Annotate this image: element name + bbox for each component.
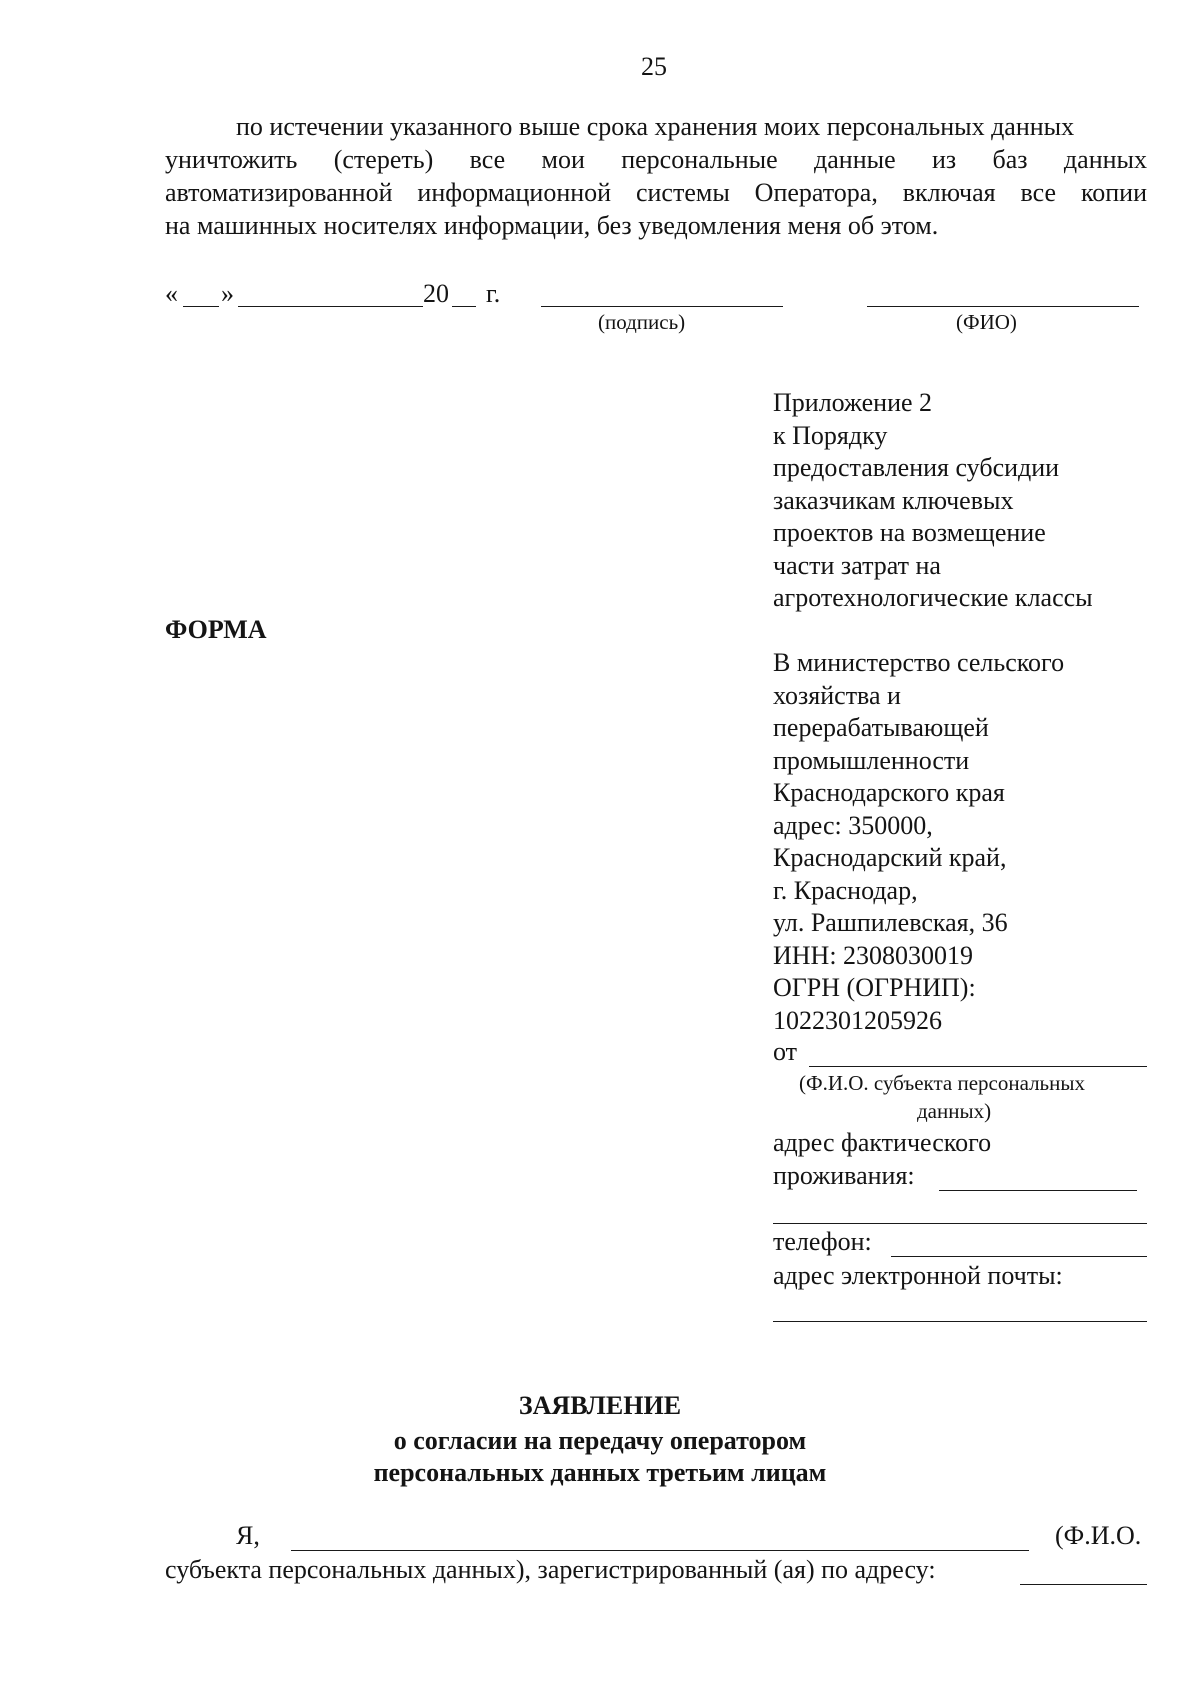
- email-blank[interactable]: [773, 1321, 1147, 1322]
- signature-blank[interactable]: [541, 306, 783, 307]
- year-suffix: г.: [486, 279, 501, 308]
- annex-line: заказчикам ключевых: [773, 485, 1014, 515]
- from-blank[interactable]: [809, 1066, 1147, 1067]
- addressee-line: ИНН: 2308030019: [773, 940, 974, 970]
- year-prefix: 20: [423, 279, 449, 308]
- month-blank[interactable]: [238, 306, 423, 307]
- signature-caption: (подпись): [598, 310, 686, 334]
- statement-line-2: субъекта персональных данных), зарегистрированный (ая) по адресу:: [165, 1555, 936, 1584]
- paragraph-line-4: на машинных носителях информации, без уведомления меня об этом.: [165, 211, 939, 240]
- address-blank-2[interactable]: [773, 1223, 1147, 1224]
- addressee-line: перерабатывающей: [773, 713, 989, 742]
- subject-caption-line-2: данных): [917, 1099, 992, 1123]
- addressee-block: [773, 647, 1064, 1037]
- registration-address-blank[interactable]: [1020, 1584, 1147, 1585]
- paragraph-line-3: автоматизированной информационной системы Оператора, включая все копии: [165, 178, 1147, 207]
- form-label: ФОРМА: [165, 615, 267, 644]
- address-label-line-1: адрес фактического: [773, 1128, 992, 1157]
- paragraph-line-1: по истечении указанного выше срока хранения моих персональных данных: [236, 112, 1075, 141]
- addressee-line: Краснодарский край,: [773, 843, 1007, 872]
- annex-line: проектов на возмещение: [773, 518, 1046, 547]
- addressee-line: Краснодарского края: [773, 778, 1005, 807]
- addressee-line: промышленности: [773, 745, 970, 775]
- statement-start: Я,: [236, 1521, 260, 1550]
- addressee-line: г. Краснодар,: [773, 875, 918, 905]
- subject-caption-line-1: (Ф.И.О. субъекта персональных: [799, 1071, 1085, 1095]
- addressee-line: хозяйства и: [773, 680, 901, 710]
- date-close-quote: »: [221, 279, 234, 308]
- fio-blank[interactable]: [867, 306, 1139, 307]
- address-blank-1[interactable]: [939, 1190, 1137, 1191]
- annex-line: части затрат на: [773, 550, 941, 580]
- document-subtitle-line-1: о согласии на передачу оператором: [393, 1426, 807, 1455]
- document-subtitle-line-2: персональных данных третьим лицам: [373, 1458, 827, 1487]
- day-blank[interactable]: [183, 306, 219, 307]
- paragraph-line-2: уничтожить (стереть) все мои персональные данные из баз данных: [165, 145, 1147, 174]
- statement-fio-suffix: (Ф.И.О.: [1055, 1521, 1142, 1550]
- annex-line: агротехнологические классы: [773, 583, 1093, 612]
- annex-line: предоставления субсидии: [773, 453, 1060, 482]
- annex-block: [773, 387, 1093, 615]
- year-blank[interactable]: [452, 306, 476, 307]
- annex-line: Приложение 2: [773, 388, 933, 417]
- email-label: адрес электронной почты:: [773, 1261, 1063, 1290]
- annex-line: к Порядку: [773, 420, 888, 450]
- phone-blank[interactable]: [891, 1256, 1147, 1257]
- phone-label: телефон:: [773, 1227, 872, 1256]
- addressee-line: ОГРН (ОГРНИП):: [773, 973, 976, 1002]
- statement-fio-blank[interactable]: [291, 1550, 1029, 1551]
- date-open-quote: «: [165, 279, 178, 308]
- addressee-line: 1022301205926: [773, 1005, 942, 1035]
- fio-caption: (ФИО): [956, 310, 1017, 334]
- document-title: ЗАЯВЛЕНИЕ: [518, 1391, 682, 1420]
- addressee-line: В министерство сельского: [773, 648, 1065, 677]
- addressee-line: адрес: 350000,: [773, 810, 933, 840]
- from-label: от: [773, 1037, 798, 1066]
- address-label-line-2: проживания:: [773, 1161, 915, 1190]
- addressee-line: ул. Рашпилевская, 36: [773, 908, 1008, 937]
- page-number: 25: [641, 52, 667, 81]
